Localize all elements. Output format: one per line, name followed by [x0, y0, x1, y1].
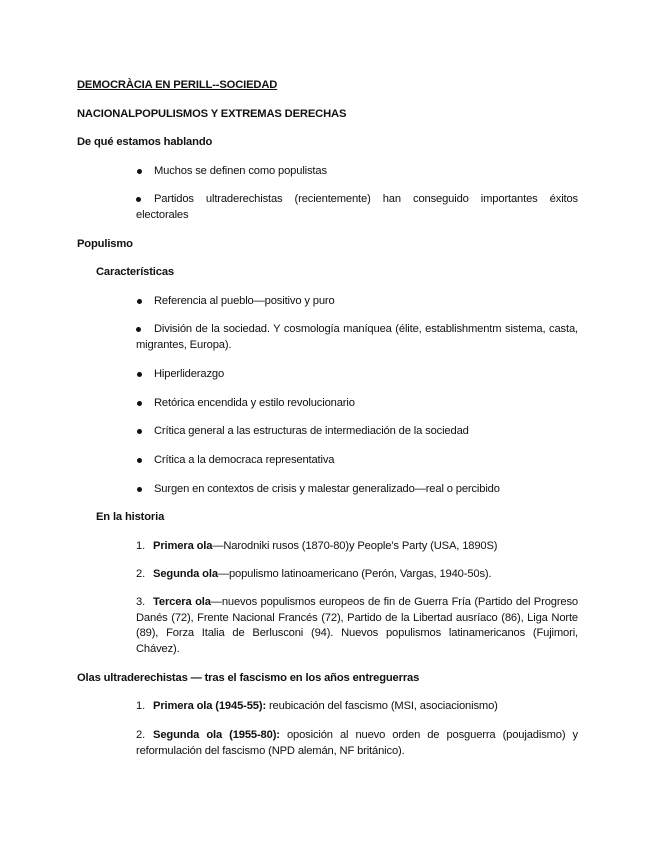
list-item: [154, 294, 578, 310]
list-item: [154, 482, 578, 498]
list-item-text: División de la sociedad. Y cosmología maníquea (élite, establishmentm sistema, casta, migrantes, Europa).: [136, 323, 578, 351]
bullet-icon: [137, 429, 142, 434]
numbered-item: [136, 567, 578, 583]
item-text: —Narodniki rusos (1870-80)y People’s Party (USA, 1890S): [212, 540, 498, 552]
numbered-item: [136, 595, 578, 657]
item-bold: Primera ola: [153, 540, 213, 552]
item-number: 3.: [136, 596, 146, 608]
document-title: DEMOCRÀCIA EN PERILL--SOCIEDAD: [77, 79, 278, 91]
bullet-icon: [137, 372, 142, 377]
item-number: 2.: [136, 729, 146, 741]
item-text: —nuevos populismos europeos de fin de Guerra Fría (Partido del Progreso Danés (72), Frente Nacional Francés (72), Partido de la Libertad ausríaco (86), Liga Norte (89), Forza Italia de Berlusconi (94). Nuevos populismos latinamericanos (Fujimori, Chávez).: [136, 596, 578, 655]
list-item: [154, 367, 578, 383]
list-item-text: Crítica a la democraca representativa: [154, 454, 335, 466]
list-item-text: Muchos se definen como populistas: [154, 165, 327, 177]
list-item: [154, 453, 578, 469]
list-item-text: Crítica general a las estructuras de intermediación de la sociedad: [154, 425, 469, 437]
numbered-item: [136, 699, 578, 715]
list-item-text: Hiperliderazgo: [154, 368, 225, 380]
item-text: reubicación del fascismo (MSI, asociacionismo): [266, 700, 498, 712]
subsection-heading-historia: En la historia: [96, 511, 165, 523]
document-subtitle: NACIONALPOPULISMOS Y EXTREMAS DERECHAS: [77, 108, 347, 120]
list-item: [154, 424, 578, 440]
subsection-heading-caracteristicas: Características: [96, 266, 174, 278]
item-text: oposición al nuevo orden de posguerra (poujadismo) y reformulación del fascismo (NPD alemán, NF británico).: [136, 729, 578, 757]
item-number: 2.: [136, 568, 146, 580]
item-number: 1.: [136, 700, 146, 712]
section-heading-olas: Olas ultraderechistas — tras el fascismo en los años entreguerras: [77, 672, 420, 684]
item-bold: Segunda ola (1955-80):: [153, 729, 280, 741]
bullet-icon: [136, 327, 141, 332]
list-item-text: Surgen en contextos de crisis y malestar generalizado—real o percibido: [154, 483, 500, 495]
list-item-text: Retórica encendida y estilo revolucionario: [154, 397, 355, 409]
numbered-item: [136, 539, 578, 555]
bullet-icon: [137, 458, 142, 463]
bullet-icon: [137, 401, 142, 406]
item-bold: Tercera ola: [153, 596, 211, 608]
numbered-item: [136, 728, 578, 759]
list-item: [136, 192, 578, 223]
item-bold: Primera ola (1945-55):: [153, 700, 267, 712]
list-item: [136, 322, 578, 353]
item-bold: Segunda ola: [153, 568, 218, 580]
section-heading-de-que: De qué estamos hablando: [77, 136, 213, 148]
item-number: 1.: [136, 540, 146, 552]
list-item-text: Referencia al pueblo—positivo y puro: [154, 295, 335, 307]
list-item: [154, 396, 578, 412]
item-text: —populismo latinoamericano (Perón, Vargas, 1940-50s).: [217, 568, 492, 580]
bullet-icon: [137, 487, 142, 492]
section-heading-populismo: Populismo: [77, 238, 133, 250]
bullet-icon: [136, 197, 141, 202]
list-item-text: Partidos ultraderechistas (recientemente) han conseguido importantes éxitos electorales: [136, 193, 578, 221]
bullet-icon: [137, 169, 142, 174]
list-item: [154, 164, 578, 180]
bullet-icon: [137, 299, 142, 304]
